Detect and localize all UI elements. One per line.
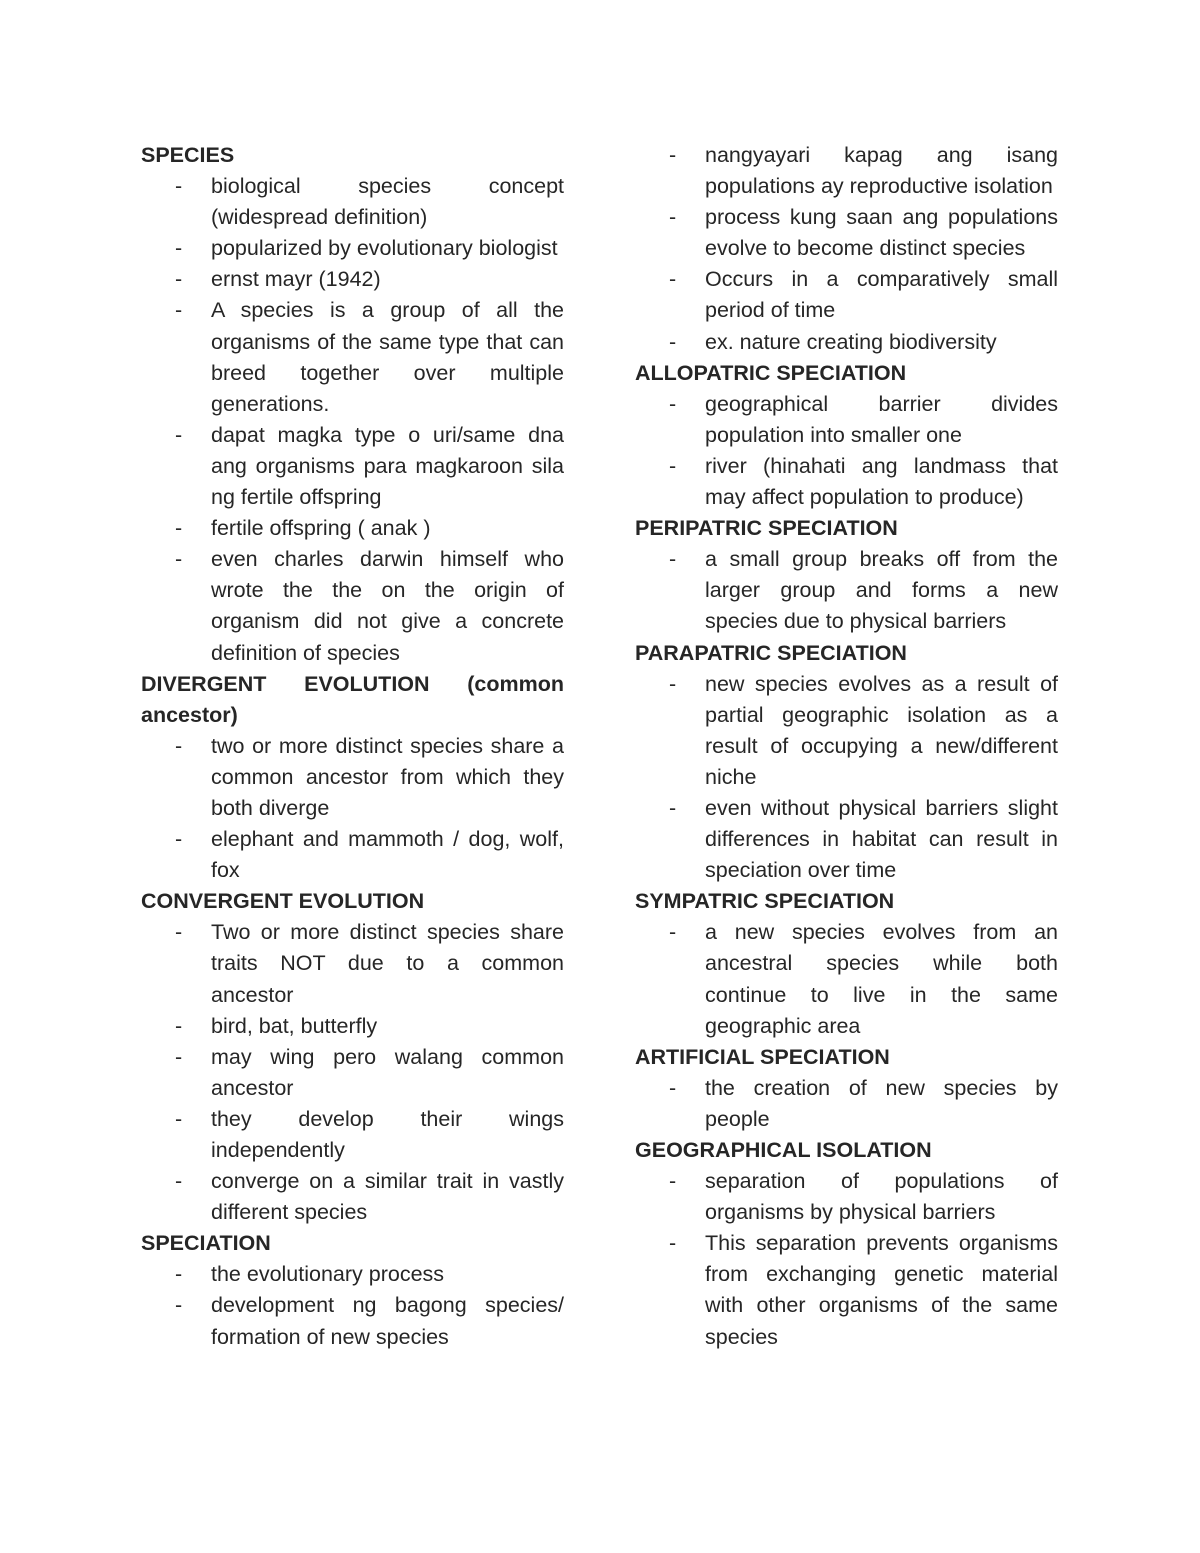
dash-bullet: -: [175, 236, 183, 261]
section-divergent-evolution: [141, 669, 564, 887]
list-item: [635, 793, 1058, 886]
section-speciation-continued: [635, 140, 1058, 358]
dash-bullet: -: [175, 422, 183, 447]
left-column: [141, 140, 564, 1353]
dash-bullet: -: [175, 298, 183, 323]
item-text: geographical barrier divides population into smaller one: [705, 391, 1058, 447]
section-heading: SPECIATION: [141, 1231, 271, 1256]
section-sympatric-speciation: [635, 886, 1058, 1041]
section-heading: DIVERGENT EVOLUTION (common ancestor): [141, 671, 564, 727]
section-heading: ALLOPATRIC SPECIATION: [635, 360, 907, 385]
dash-bullet: -: [669, 547, 677, 572]
item-text: may wing pero walang common ancestor: [211, 1044, 564, 1100]
dash-bullet: -: [669, 920, 677, 945]
list-item: [141, 1104, 564, 1166]
item-text: the evolutionary process: [211, 1262, 445, 1287]
dash-bullet: -: [669, 671, 677, 696]
dash-bullet: -: [175, 516, 183, 541]
list-item: [141, 544, 564, 668]
dash-bullet: -: [175, 1293, 183, 1318]
item-text: popularized by evolutionary biologist: [211, 236, 558, 261]
item-text: ernst mayr (1942): [211, 267, 381, 292]
item-text: they develop their wings independently: [211, 1106, 564, 1162]
item-text: fertile offspring ( anak ): [211, 516, 431, 541]
list-item: [635, 1166, 1058, 1228]
list-item: [635, 389, 1058, 451]
list-item: [141, 1042, 564, 1104]
item-text: Occurs in a comparatively small period of time: [705, 267, 1058, 323]
section-speciation: [141, 1228, 564, 1352]
dash-bullet: -: [669, 453, 677, 478]
section-heading: SPECIES: [141, 143, 235, 167]
item-text: the creation of new species by people: [705, 1075, 1058, 1131]
list-item: [635, 669, 1058, 793]
list-item: [141, 295, 564, 419]
dash-bullet: -: [175, 1262, 183, 1287]
section-convergent-evolution: [141, 886, 564, 1228]
list-item: [635, 327, 1058, 358]
list-item: [141, 1011, 564, 1042]
item-text: ex. nature creating biodiversity: [705, 329, 997, 354]
section-heading: SYMPATRIC SPECIATION: [635, 889, 895, 914]
section-artificial-speciation: [635, 1042, 1058, 1135]
dash-bullet: -: [669, 1075, 677, 1100]
list-item: [141, 1166, 564, 1228]
section-geographical-isolation: [635, 1135, 1058, 1353]
list-item: [635, 202, 1058, 264]
dash-bullet: -: [175, 267, 183, 292]
item-text: This separation prevents organisms from exchanging genetic material with other organisms of the same species: [705, 1231, 1058, 1349]
section-heading: ARTIFICIAL SPECIATION: [635, 1044, 890, 1069]
item-text: separation of populations of organisms by physical barriers: [705, 1169, 1058, 1225]
section-species: [141, 140, 564, 669]
list-item: [635, 1073, 1058, 1135]
dash-bullet: -: [669, 267, 677, 292]
dash-bullet: -: [175, 1169, 183, 1194]
section-peripatric-speciation: [635, 513, 1058, 637]
list-item: [141, 513, 564, 544]
list-item: [141, 824, 564, 886]
list-item: [635, 140, 1058, 202]
item-text: a new species evolves from an ancestral species while both continue to live in the same geographic area: [705, 920, 1058, 1038]
dash-bullet: -: [669, 329, 677, 354]
item-text: dapat magka type o uri/same dna ang organisms para magkaroon sila ng fertile offspring: [211, 422, 564, 510]
section-allopatric-speciation: [635, 358, 1058, 513]
section-parapatric-speciation: [635, 638, 1058, 887]
list-item: [635, 451, 1058, 513]
section-heading: GEOGRAPHICAL ISOLATION: [635, 1138, 932, 1162]
dash-bullet: -: [175, 1013, 183, 1038]
section-heading: PERIPATRIC SPECIATION: [635, 516, 898, 541]
list-item: [141, 233, 564, 264]
item-text: converge on a similar trait in vastly different species: [211, 1169, 564, 1225]
item-text: even charles darwin himself who wrote the the on the origin of organism did not give a concrete definition of species: [211, 547, 564, 665]
item-text: Two or more distinct species share traits NOT due to a common ancestor: [211, 920, 564, 1007]
item-text: two or more distinct species share a common ancestor from which they both diverge: [211, 733, 564, 820]
dash-bullet: -: [175, 547, 183, 572]
item-text: development ng bagong species/ formation of new species: [211, 1293, 564, 1349]
item-text: a small group breaks off from the larger group and forms a new species due to physical barriers: [705, 547, 1058, 634]
item-text: process kung saan ang populations evolve to become distinct species: [705, 205, 1058, 261]
item-text: river (hinahati ang landmass that may affect population to produce): [705, 453, 1058, 510]
item-text: nangyayari kapag ang isang populations ay reproductive isolation: [705, 143, 1058, 199]
dash-bullet: -: [175, 733, 183, 758]
list-item: [141, 1259, 564, 1290]
section-heading: PARAPATRIC SPECIATION: [635, 640, 907, 665]
list-item: [635, 917, 1058, 1041]
dash-bullet: -: [669, 1169, 677, 1194]
dash-bullet: -: [669, 1231, 677, 1256]
dash-bullet: -: [669, 795, 677, 820]
item-text: new species evolves as a result of partial geographic isolation as a result of occupying a new/different niche: [705, 671, 1058, 789]
list-item: [141, 1290, 564, 1352]
list-item: [635, 264, 1058, 326]
right-column: [635, 140, 1058, 1353]
dash-bullet: -: [669, 143, 677, 167]
dash-bullet: -: [175, 174, 183, 199]
item-text: biological species concept (widespread definition): [211, 174, 564, 230]
dash-bullet: -: [175, 1044, 183, 1069]
item-text: bird, bat, butterfly: [211, 1013, 378, 1038]
item-text: even without physical barriers slight differences in habitat can result in speciation over time: [705, 795, 1058, 883]
dash-bullet: -: [175, 920, 183, 945]
list-item: [141, 917, 564, 1010]
dash-bullet: -: [669, 391, 677, 416]
dash-bullet: -: [175, 1106, 183, 1131]
list-item: [141, 731, 564, 824]
item-text: A species is a group of all the organisms of the same type that can breed together over multiple generations.: [211, 298, 564, 416]
list-item: [141, 420, 564, 513]
section-heading: CONVERGENT EVOLUTION: [141, 889, 425, 914]
item-text: elephant and mammoth / dog, wolf, fox: [211, 827, 564, 883]
list-item: [141, 264, 564, 295]
list-item: [635, 544, 1058, 637]
dash-bullet: -: [669, 205, 677, 230]
list-item: [141, 171, 564, 233]
dash-bullet: -: [175, 827, 183, 852]
list-item: [635, 1228, 1058, 1352]
